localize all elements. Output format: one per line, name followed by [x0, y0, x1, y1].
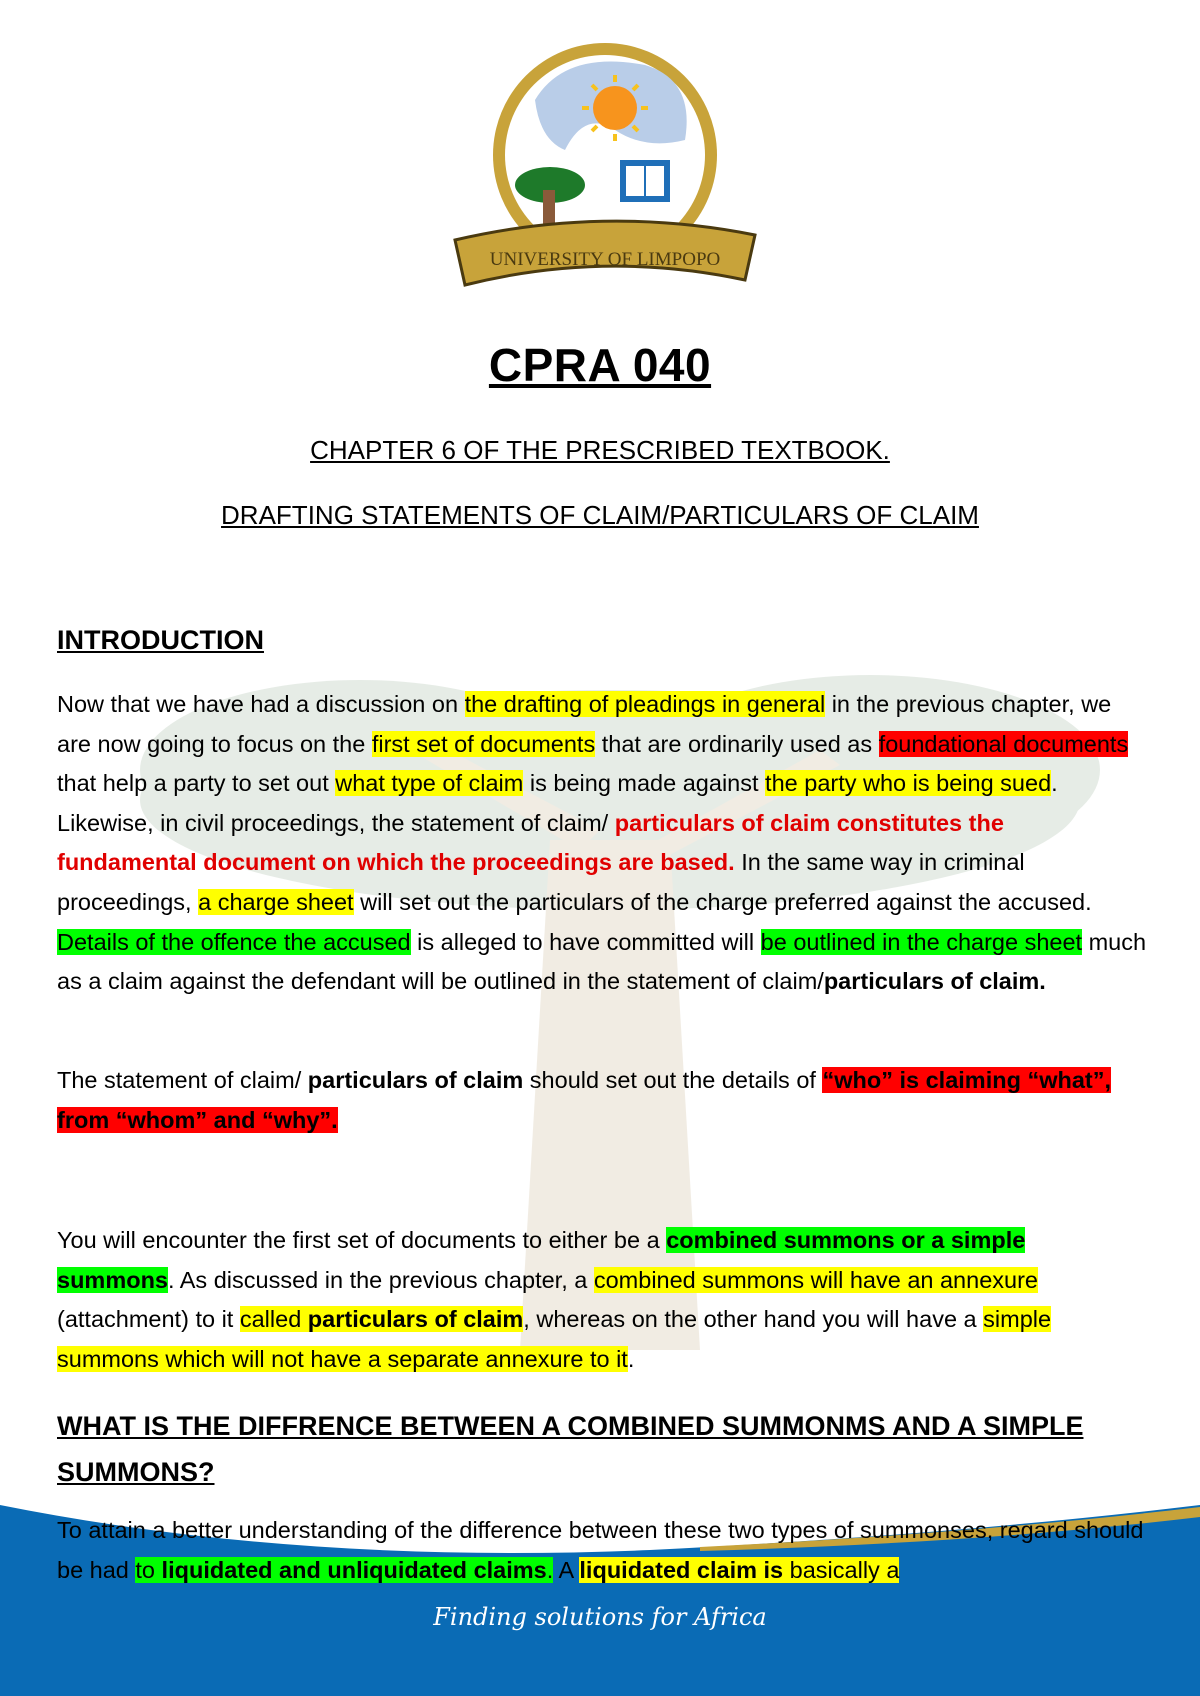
- text-span: that are ordinarily used as: [595, 730, 879, 757]
- highlight-yellow: particulars of claim: [307, 1306, 524, 1333]
- highlight-green: to: [135, 1556, 162, 1583]
- text-span: should set out the details of: [523, 1067, 823, 1093]
- text-span: . As discussed in the previous chapter, a: [168, 1266, 594, 1293]
- text-span: much as a claim against the defendant will be outlined in the statement of claim/: [57, 928, 1147, 995]
- highlight-yellow: simple summons which will not have a separate annexure to it: [57, 1306, 1052, 1372]
- highlight-yellow: a charge sheet: [198, 888, 354, 915]
- text-span: , whereas on the other hand you will have a: [523, 1306, 984, 1333]
- highlight-green: Details of the offence the accused: [57, 928, 411, 955]
- highlight-yellow: the party who is being sued: [765, 770, 1052, 797]
- highlight-yellow: the drafting of pleadings in general: [464, 691, 826, 717]
- bold-text: particulars of claim.: [823, 968, 1046, 995]
- text-span: is being made against: [523, 770, 766, 797]
- text-span: that help a party to set out: [57, 770, 336, 797]
- highlight-yellow: combined summons will have an annexure: [593, 1266, 1038, 1293]
- text-span: (attachment) to it: [57, 1306, 240, 1333]
- liquidated-paragraph: [57, 1511, 1147, 1590]
- logo-text: UNIVERSITY OF LIMPOPO: [489, 249, 721, 270]
- intro-paragraph: [57, 685, 1147, 1002]
- highlight-green: liquidated and unliquidated claims: [161, 1556, 547, 1583]
- text-span: You will encounter the first set of documents to either be a: [57, 1227, 667, 1253]
- highlight-yellow: basically a: [783, 1556, 900, 1583]
- highlight-green: .: [546, 1556, 554, 1583]
- highlight-yellow: first set of documents: [371, 730, 596, 757]
- text-span: in the previous chapter, we are now going to focus on the: [57, 691, 1112, 757]
- text-span: To attain a better understanding of the difference between these two types of summonses, regard should be had: [57, 1517, 1144, 1583]
- course-code-title: CPRA 040: [488, 339, 712, 391]
- university-logo: [445, 40, 765, 300]
- chapter-subtitle: CHAPTER 6 OF THE PRESCRIBED TEXTBOOK.: [310, 435, 890, 465]
- topic-subtitle: DRAFTING STATEMENTS OF CLAIM/PARTICULARS OF CLAIM: [221, 500, 979, 530]
- difference-heading: WHAT IS THE DIFFRENCE BETWEEN A COMBINED SUMMONMS AND A SIMPLE SUMMONS?: [57, 1411, 1084, 1487]
- text-span: Now that we have had a discussion on: [57, 691, 465, 717]
- summons-paragraph: [57, 1221, 1147, 1379]
- text-span: will set out the particulars of the charge preferred against the accused.: [353, 888, 1092, 915]
- footer-tagline: Finding solutions for Africa: [433, 1603, 767, 1631]
- highlight-yellow: liquidated claim is: [579, 1556, 784, 1583]
- introduction-heading: INTRODUCTION: [57, 625, 264, 655]
- highlight-red: “who” is claiming “what”, from “whom” and “why”.: [57, 1067, 1112, 1133]
- highlight-yellow: called: [239, 1306, 308, 1333]
- red-bold-text: particulars of claim constitutes the fundamental document on which the proceedings are based.: [57, 809, 1004, 876]
- text-span: . Likewise, in civil proceedings, the statement of claim/: [57, 770, 1058, 836]
- text-span: is alleged to have committed will: [410, 928, 761, 955]
- highlight-green: combined summons or a simple summons: [57, 1227, 1026, 1293]
- highlight-yellow: what type of claim: [335, 770, 524, 797]
- text-span: The statement of claim/: [57, 1067, 308, 1093]
- details-paragraph: [57, 1061, 1147, 1140]
- highlight-red: foundational documents: [878, 730, 1129, 757]
- text-span: A: [553, 1556, 580, 1583]
- bold-text: particulars of claim: [307, 1067, 524, 1093]
- text-span: In the same way in criminal proceedings,: [57, 849, 1025, 915]
- text-span: .: [627, 1345, 635, 1372]
- highlight-green: be outlined in the charge sheet: [760, 928, 1083, 955]
